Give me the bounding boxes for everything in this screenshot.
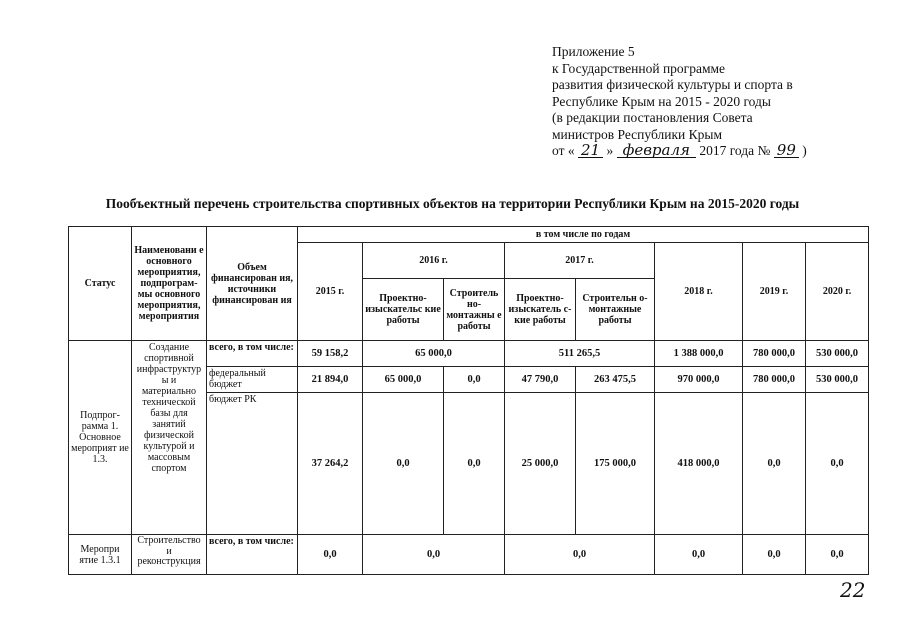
appendix-line: Приложение 5 — [552, 44, 635, 59]
date-number-handwritten: 99 — [774, 143, 799, 158]
date-mid: » — [606, 143, 614, 158]
source-cell: бюджет РК — [207, 393, 298, 535]
objects-table — [68, 226, 869, 575]
source-cell: всего, в том числе: — [207, 341, 298, 367]
header-status: Статус — [69, 227, 132, 341]
value-construction-2017: 175 000,0 — [576, 393, 655, 535]
source-cell: всего, в том числе: — [207, 535, 298, 575]
value-design-2017: 47 790,0 — [505, 367, 576, 393]
value-2018: 970 000,0 — [655, 367, 743, 393]
value-2015: 59 158,2 — [298, 341, 363, 367]
value-2019: 0,0 — [743, 535, 806, 575]
value-2017: 0,0 — [505, 535, 655, 575]
value-2020: 0,0 — [806, 535, 869, 575]
date-month-handwritten: февраля — [617, 143, 696, 158]
value-2018: 418 000,0 — [655, 393, 743, 535]
header-year-2019: 2019 г. — [743, 243, 806, 341]
value-2017: 511 265,5 — [505, 341, 655, 367]
status-cell: Меропри ятие 1.3.1 — [69, 535, 132, 575]
value-2020: 530 000,0 — [806, 367, 869, 393]
header-construction-2016: Строитель но- монтажны е работы — [444, 279, 505, 341]
value-2015: 21 894,0 — [298, 367, 363, 393]
appendix-line: развития физической культуры и спорта в — [552, 77, 793, 92]
value-2019: 780 000,0 — [743, 367, 806, 393]
header-name: Наименовани е основного мероприятия, подпрограм- мы основного мероприятия, мероприятия — [132, 227, 207, 341]
appendix-line: к Государственной программе — [552, 60, 726, 76]
value-2015: 0,0 — [298, 535, 363, 575]
header-design-2017: Проектно- изыскатель с-кие работы — [505, 279, 576, 341]
value-2018: 1 388 000,0 — [655, 341, 743, 367]
appendix-line: Республике Крым на 2015 - 2020 годы — [552, 93, 771, 109]
header-year-2017: 2017 г. — [505, 243, 655, 279]
appendix-line: министров Республики Крым — [552, 126, 722, 142]
header-construction-2017: Строительн о- монтажные работы — [576, 279, 655, 341]
page-number-handwritten: 22 — [840, 578, 866, 602]
value-2019: 780 000,0 — [743, 341, 806, 367]
name-cell: Строительство и реконструкция — [132, 535, 207, 575]
header-year-2016: 2016 г. — [363, 243, 505, 279]
header-year-2015: 2015 г. — [298, 243, 363, 341]
value-2020: 0,0 — [806, 393, 869, 535]
table-row — [69, 341, 869, 367]
appendix-block — [552, 44, 892, 160]
date-year-text: 2017 года № — [699, 143, 771, 158]
header-funding: Объем финансирован ия, источники финансирован ия — [207, 227, 298, 341]
source-cell: федеральный бюджет — [207, 367, 298, 393]
value-construction-2016: 0,0 — [444, 393, 505, 535]
value-2015: 37 264,2 — [298, 393, 363, 535]
value-2016: 65 000,0 — [363, 341, 505, 367]
appendix-date-line — [552, 143, 892, 160]
header-year-2020: 2020 г. — [806, 243, 869, 341]
value-design-2017: 25 000,0 — [505, 393, 576, 535]
table-row — [69, 535, 869, 575]
value-2019: 0,0 — [743, 393, 806, 535]
header-by-years: в том числе по годам — [298, 227, 869, 243]
date-suffix: ) — [802, 143, 807, 158]
value-2020: 530 000,0 — [806, 341, 869, 367]
status-cell: Подпрог- рамма 1. Основное мероприят ие 1.3. — [69, 341, 132, 535]
date-prefix: от « — [552, 143, 575, 158]
value-construction-2017: 263 475,5 — [576, 367, 655, 393]
value-design-2016: 0,0 — [363, 393, 444, 535]
value-2016: 0,0 — [363, 535, 505, 575]
value-construction-2016: 0,0 — [444, 367, 505, 393]
name-cell: Создание спортивной инфраструктур ы и материально технической базы для занятий физической культурой и массовым спортом — [132, 341, 207, 535]
document-title: Пообъектный перечень строительства спортивных объектов на территории Республики Крым на 2015-2020 годы — [105, 196, 800, 211]
header-year-2018: 2018 г. — [655, 243, 743, 341]
appendix-line: (в редакции постановления Совета — [552, 110, 753, 125]
value-2018: 0,0 — [655, 535, 743, 575]
header-design-2016: Проектно- изыскательс кие работы — [363, 279, 444, 341]
value-design-2016: 65 000,0 — [363, 367, 444, 393]
date-day-handwritten: 21 — [578, 143, 603, 158]
